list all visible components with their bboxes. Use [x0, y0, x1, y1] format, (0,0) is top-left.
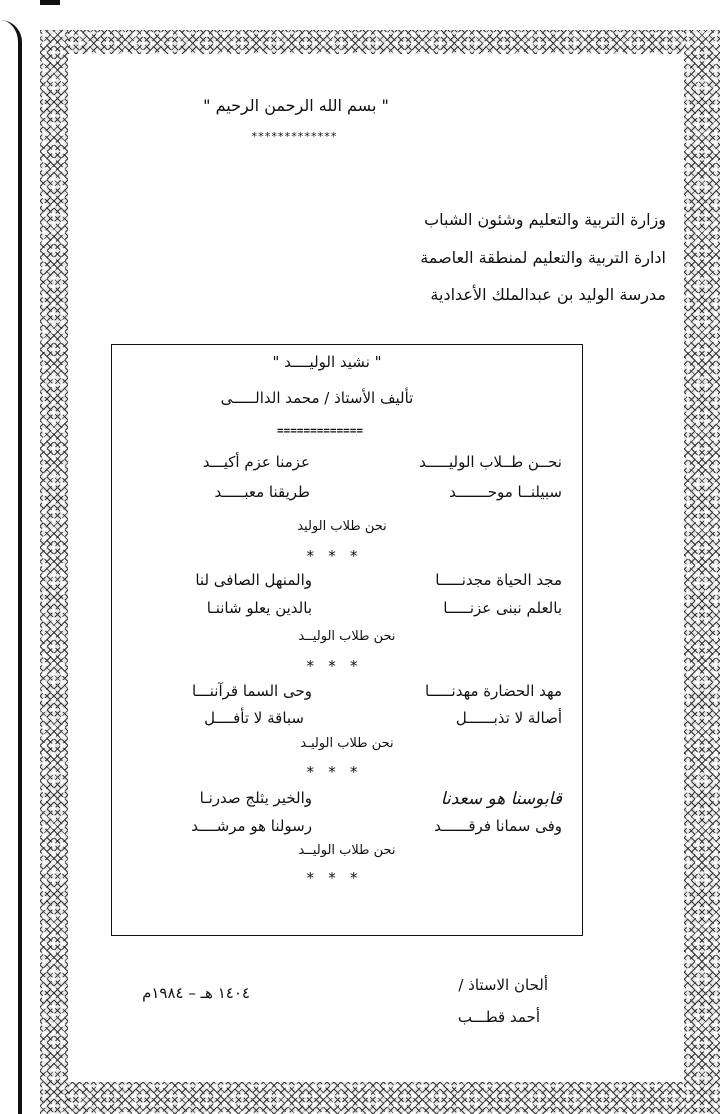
poem-title: " نشيد الوليــــد " — [272, 353, 382, 371]
verse-left: وحى السما قرآننـــا — [192, 682, 312, 700]
ornament-border-right — [684, 30, 720, 1114]
composer-label: ألحان الاستاذ / — [458, 976, 548, 994]
poem-box — [111, 344, 583, 936]
stanza-stars: * * * — [306, 869, 358, 887]
verse-right: سبيلنــا موحـــــــد — [449, 483, 562, 501]
stars-divider: ************* — [250, 130, 338, 143]
poem-separator: ============= — [276, 424, 364, 437]
directorate-name: ادارة التربية والتعليم لمنطقة العاصمة — [420, 248, 666, 267]
scan-page-edge — [0, 0, 40, 1114]
ornament-border-bottom — [40, 1082, 720, 1114]
composer-name: أحمد قطـــب — [457, 1008, 540, 1026]
verse-right: مجد الحياة مجدنـــــا — [435, 571, 562, 589]
ornament-border-top — [40, 30, 720, 54]
stanza-stars: * * * — [306, 763, 358, 781]
ornament-border-left — [40, 30, 68, 1114]
verse-right: نحــن طــلاب الوليـــــد — [419, 453, 562, 471]
basmala-heading: " بسم الله الرحمن الرحيم " — [203, 96, 389, 115]
verse-left: والمنهل الصافى لنا — [195, 571, 312, 589]
stanza-stars: * * * — [306, 547, 358, 565]
verse-right: وفى سمانا فرقــــــد — [434, 817, 562, 835]
verse-right: قابوسنا هو سعدنا — [440, 789, 562, 809]
date: ١٤٠٤ هـ – ١٩٨٤م — [142, 984, 250, 1002]
verse-left: والخير يثلج صدرنـا — [199, 789, 312, 807]
stanza-stars: * * * — [306, 657, 358, 675]
refrain: نحن طلاب الوليــد — [298, 629, 396, 644]
verse-left: رسولنا هو مرشــــد — [191, 817, 312, 835]
verse-left: بالدين يعلو شاننـا — [206, 599, 312, 617]
refrain: نحن طلاب الوليد — [297, 519, 387, 534]
school-name: مدرسة الوليد بن عبدالملك الأعدادية — [430, 285, 666, 304]
verse-right: أصالة لا تذبــــــل — [455, 709, 562, 727]
verse-right: بالعلم نبنى عزنـــــا — [443, 599, 562, 617]
ministry-name: وزارة التربية والتعليم وشئون الشباب — [424, 210, 666, 229]
verse-right: مهد الحضارة مهدنـــــا — [425, 682, 562, 700]
verse-left: عزمنا عزم أكيـــد — [202, 453, 310, 471]
poem-author: تأليف الأستاذ / محمد الدالـــــى — [220, 389, 414, 407]
verse-left: طريقنا معبـــــد — [214, 483, 310, 501]
refrain: نحن طلاب الوليــد — [298, 843, 396, 858]
refrain: نحن طلاب الوليـد — [300, 736, 394, 751]
verse-left: سباقة لا تأفــــل — [204, 709, 304, 727]
